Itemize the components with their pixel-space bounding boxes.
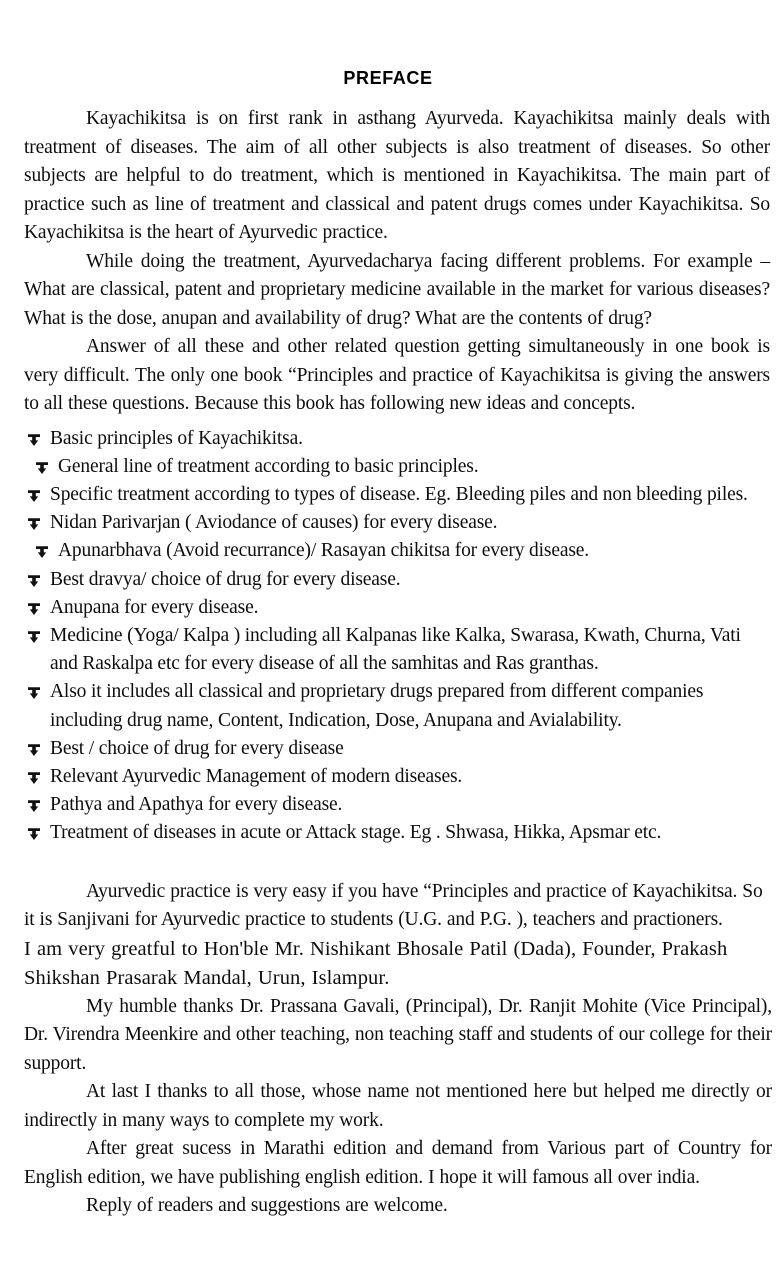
down-arrow-bullet-icon xyxy=(26,599,42,616)
list-item-label: Best / choice of drug for every disease xyxy=(50,737,344,759)
down-arrow-bullet-icon xyxy=(26,627,42,644)
intro-paragraph-1: Kayachikitsa is on first rank in asthang Ayurveda. Kayachikitsa mainly deals with treatment of diseases. The aim of all other subjects is also treatment of diseases. So other subjects are helpful to do treatment, which is mentioned in Kayachikitsa. The main part of practice such as line of treatment and classical and patent drugs comes under Kayachikitsa. So Kayachikitsa is the heart of Ayurvedic practice. xyxy=(24,108,770,243)
list-item xyxy=(24,594,772,622)
intro-paragraph-3: Answer of all these and other related question getting simultaneously in one book is very difficult. The only one book “Principles and practice of Kayachikitsa is giving the answers to all these questions. Because this book has following new ideas and concepts. xyxy=(24,336,770,414)
closing-paragraph-6: Reply of readers and suggestions are welcome. xyxy=(86,1195,448,1217)
list-item-label: Specific treatment according to types of disease. Eg. Bleeding piles and non bleeding piles. xyxy=(50,483,748,505)
down-arrow-bullet-icon xyxy=(26,796,42,813)
page-bottom-spacer xyxy=(24,1221,772,1261)
feature-list xyxy=(24,425,772,848)
list-item-label: Pathya and Apathya for every disease. xyxy=(50,794,343,816)
down-arrow-bullet-icon xyxy=(26,430,42,447)
down-arrow-bullet-icon xyxy=(34,542,50,559)
closing-paragraph-4: At last I thanks to all those, whose name not mentioned here but helped me directly or indirectly in many ways to complete my work. xyxy=(24,1081,772,1131)
list-item xyxy=(24,791,772,819)
list-item xyxy=(24,819,772,847)
list-item-label: Basic principles of Kayachikitsa. xyxy=(50,427,303,449)
down-arrow-bullet-icon xyxy=(26,571,42,588)
list-item-label: Relevant Ayurvedic Management of modern diseases. xyxy=(50,765,463,787)
list-item xyxy=(24,678,772,734)
closing-paragraph-2: I am very greatful to Hon'ble Mr. Nishikant Bhosale Patil (Dada), Founder, Prakash Shikshan Prasarak Mandal, Urun, Islampur. xyxy=(24,937,728,989)
intro-paragraph-2: While doing the treatment, Ayurvedacharya facing different problems. For example – What are classical, patent and proprietary medicine available in the market for various diseases? What is the dose, anupan and availability of drug? What are the contents of drug? xyxy=(24,250,770,329)
list-item xyxy=(24,481,772,509)
list-item xyxy=(24,622,772,678)
down-arrow-bullet-icon xyxy=(26,824,42,841)
down-arrow-bullet-icon xyxy=(26,740,42,757)
list-item-label: Nidan Parivarjan ( Aviodance of causes) for every disease. xyxy=(50,512,498,534)
list-item xyxy=(24,425,772,453)
intro-section xyxy=(24,105,772,419)
list-item xyxy=(24,763,772,791)
closing-section xyxy=(24,878,772,1221)
page-title: PREFACE xyxy=(343,68,433,88)
list-item xyxy=(24,537,772,565)
list-item xyxy=(24,735,772,763)
down-arrow-bullet-icon xyxy=(26,486,42,503)
list-item-label: Treatment of diseases in acute or Attack stage. Eg . Shwasa, Hikka, Apsmar etc. xyxy=(50,822,662,844)
list-item-label: Also it includes all classical and proprietary drugs prepared from different companies including drug name, Content, Indication, Dose, Anupana and Avialability. xyxy=(50,681,704,731)
closing-paragraph-1: Ayurvedic practice is very easy if you have “Principles and practice of Kayachikitsa. So it is Sanjivani for Ayurvedic practice to students (U.G. and P.G. ), teachers and practioners. xyxy=(24,880,763,931)
list-item-label: Anupana for every disease. xyxy=(50,596,259,618)
list-item-label: Best dravya/ choice of drug for every disease. xyxy=(50,568,401,590)
list-item-label: General line of treatment according to basic principles. xyxy=(58,455,479,477)
list-item-label: Medicine (Yoga/ Kalpa ) including all Kalpanas like Kalka, Swarasa, Kwath, Churna, Vati and Raskalpa etc for every disease of all the samhitas and Ras granthas. xyxy=(50,624,741,675)
down-arrow-bullet-icon xyxy=(26,683,42,700)
closing-paragraph-5: After great sucess in Marathi edition and demand from Various part of Country for English edition, we have publishing english edition. I hope it will famous all over india. xyxy=(24,1138,772,1188)
list-item-label: Apunarbhava (Avoid recurrance)/ Rasayan chikitsa for every disease. xyxy=(58,540,590,562)
down-arrow-bullet-icon xyxy=(26,514,42,531)
closing-paragraph-3: My humble thanks Dr. Prassana Gavali, (Principal), Dr. Ranjit Mohite (Vice Principal), Dr. Virendra Meenkire and other teaching, non teaching staff and students of our college for their support. xyxy=(24,995,772,1074)
list-item xyxy=(24,509,772,537)
down-arrow-bullet-icon xyxy=(26,768,42,785)
down-arrow-bullet-icon xyxy=(34,458,50,475)
list-item xyxy=(24,566,772,594)
list-item xyxy=(24,453,772,481)
